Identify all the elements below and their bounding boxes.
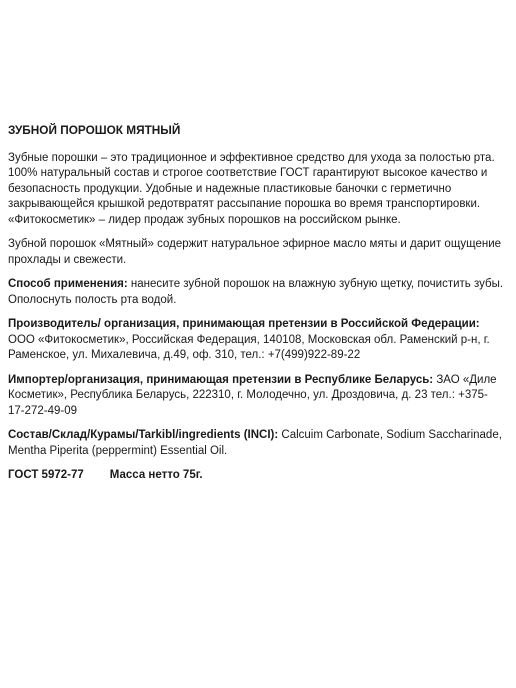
manufacturer-text: ООО «Фитокосметик», Российская Федерация, 140108, Московская обл. Раменский р-н, г. Раменское, ул. Михалевича, д.49, оф. 310, тел.: +7(499)922-89-22 — [8, 333, 490, 361]
ingredients-label: Состав/Склад/Курамы/Tarkibl/ingredients (INCI): — [8, 429, 279, 441]
importer-label: Импортер/организация, принимающая претензии в Республике Беларусь: — [8, 373, 434, 386]
mint-description-paragraph: Зубной порошок «Мятный» содержит натуральное эфирное масло мяты и дарит ощущение прохлады и свежести. — [8, 238, 502, 266]
manufacturer-paragraph — [8, 317, 504, 364]
importer-text: ЗАО «Диле Косметик», Республика Беларусь, 222310, г. Молодечно, ул. Дроздовича, д. 23 тел.: +375-17-272-49-09 — [8, 373, 497, 417]
ingredients-paragraph — [8, 428, 504, 459]
product-title: ЗУБНОЙ ПОРОШОК МЯТНЫЙ — [8, 123, 181, 137]
intro-paragraph: Зубные порошки – это традиционное и эффективное средство для ухода за полостью рта. 100% натуральный состав и строгое соответствие ГОСТ гарантируют высокое качество и безопасность продукции. Удобные и надежные пластиковые баночки с герметично закрывающейся крышкой редотвратят рассыпание порошка во время транспортировки. «Фитокосметик» – лидер продаж зубных порошков на российском рынке. — [8, 151, 495, 226]
ingredients-text: Calcuim Carbonate, Sodium Saccharinade, Mentha Piperita (peppermint) Essential Oil. — [8, 429, 502, 457]
manufacturer-label: Производитель/ организация, принимающая претензии в Российской Федерации: — [8, 318, 480, 330]
usage-label: Способ применения: — [8, 278, 128, 290]
usage-text: нанесите зубной порошок на влажную зубную щетку, почистить зубы. Ополоснуть полость рта водой. — [8, 278, 504, 306]
usage-paragraph — [8, 277, 504, 308]
gost-mass-line — [8, 468, 504, 484]
product-description — [8, 123, 504, 484]
importer-paragraph — [8, 373, 504, 420]
gost-standard: ГОСТ 5972-77 — [8, 469, 84, 481]
net-mass: Масса нетто 75г. — [109, 469, 203, 481]
